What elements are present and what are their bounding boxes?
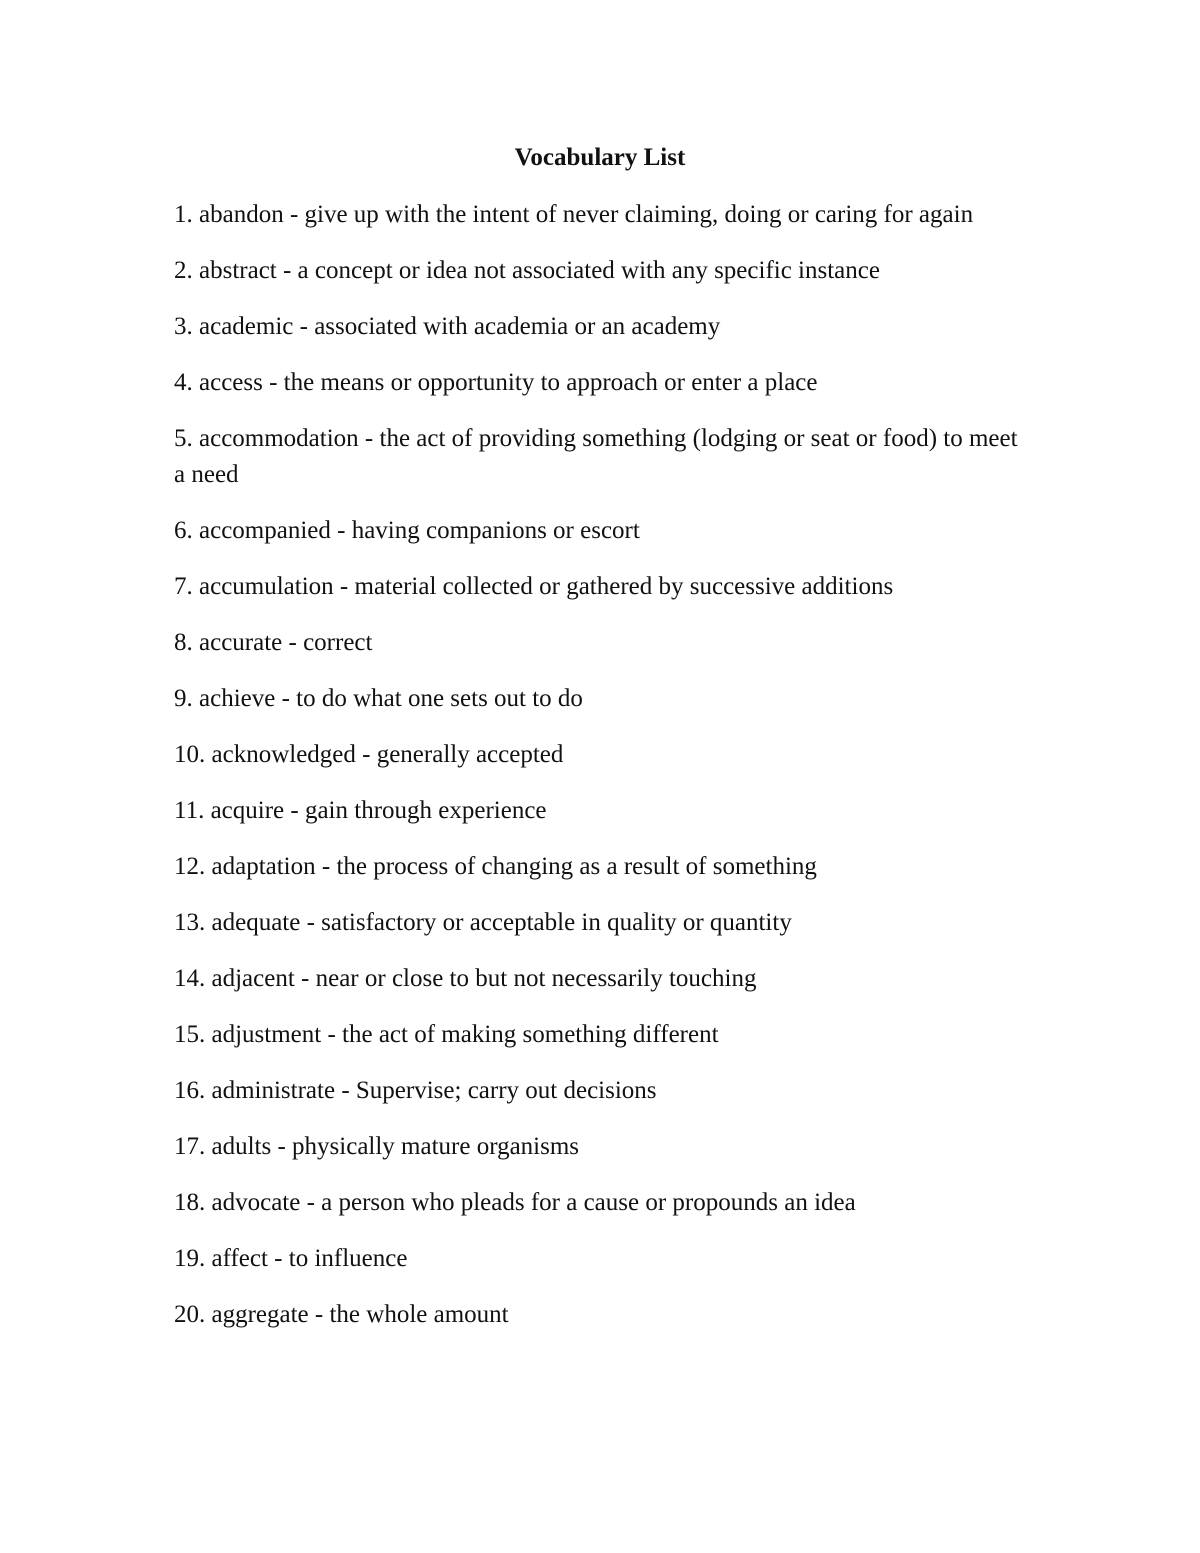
list-item: 14. adjacent - near or close to but not necessarily touching: [174, 965, 757, 992]
list-item: 20. aggregate - the whole amount: [174, 1301, 509, 1328]
list-item: 3. academic - associated with academia or an academy: [174, 313, 721, 340]
list-item: 2. abstract - a concept or idea not associated with any specific instance: [174, 257, 880, 284]
list-item: 9. achieve - to do what one sets out to do: [174, 685, 583, 712]
list-item: 19. affect - to influence: [174, 1245, 408, 1272]
list-item: 4. access - the means or opportunity to approach or enter a place: [174, 369, 818, 396]
list-item: 7. accumulation - material collected or gathered by successive additions: [174, 573, 894, 600]
list-item: 17. adults - physically mature organisms: [174, 1133, 580, 1160]
list-item: 8. accurate - correct: [174, 629, 373, 656]
list-item: 15. adjustment - the act of making something different: [174, 1021, 719, 1048]
list-item: 10. acknowledged - generally accepted: [174, 741, 564, 768]
page-title: Vocabulary List: [514, 144, 686, 171]
list-item: 5. accommodation - the act of providing something (lodging or seat or food) to meet a need: [174, 425, 1018, 488]
list-item: 13. adequate - satisfactory or acceptable in quality or quantity: [174, 909, 792, 936]
list-item: 18. advocate - a person who pleads for a cause or propounds an idea: [174, 1189, 856, 1216]
list-item: 11. acquire - gain through experience: [174, 797, 547, 824]
list-item: 1. abandon - give up with the intent of never claiming, doing or caring for again: [174, 201, 974, 228]
vocabulary-list: [174, 197, 1034, 1353]
list-item: 12. adaptation - the process of changing as a result of something: [174, 853, 817, 880]
list-item: 16. administrate - Supervise; carry out decisions: [174, 1077, 657, 1104]
list-item: 6. accompanied - having companions or escort: [174, 517, 640, 544]
